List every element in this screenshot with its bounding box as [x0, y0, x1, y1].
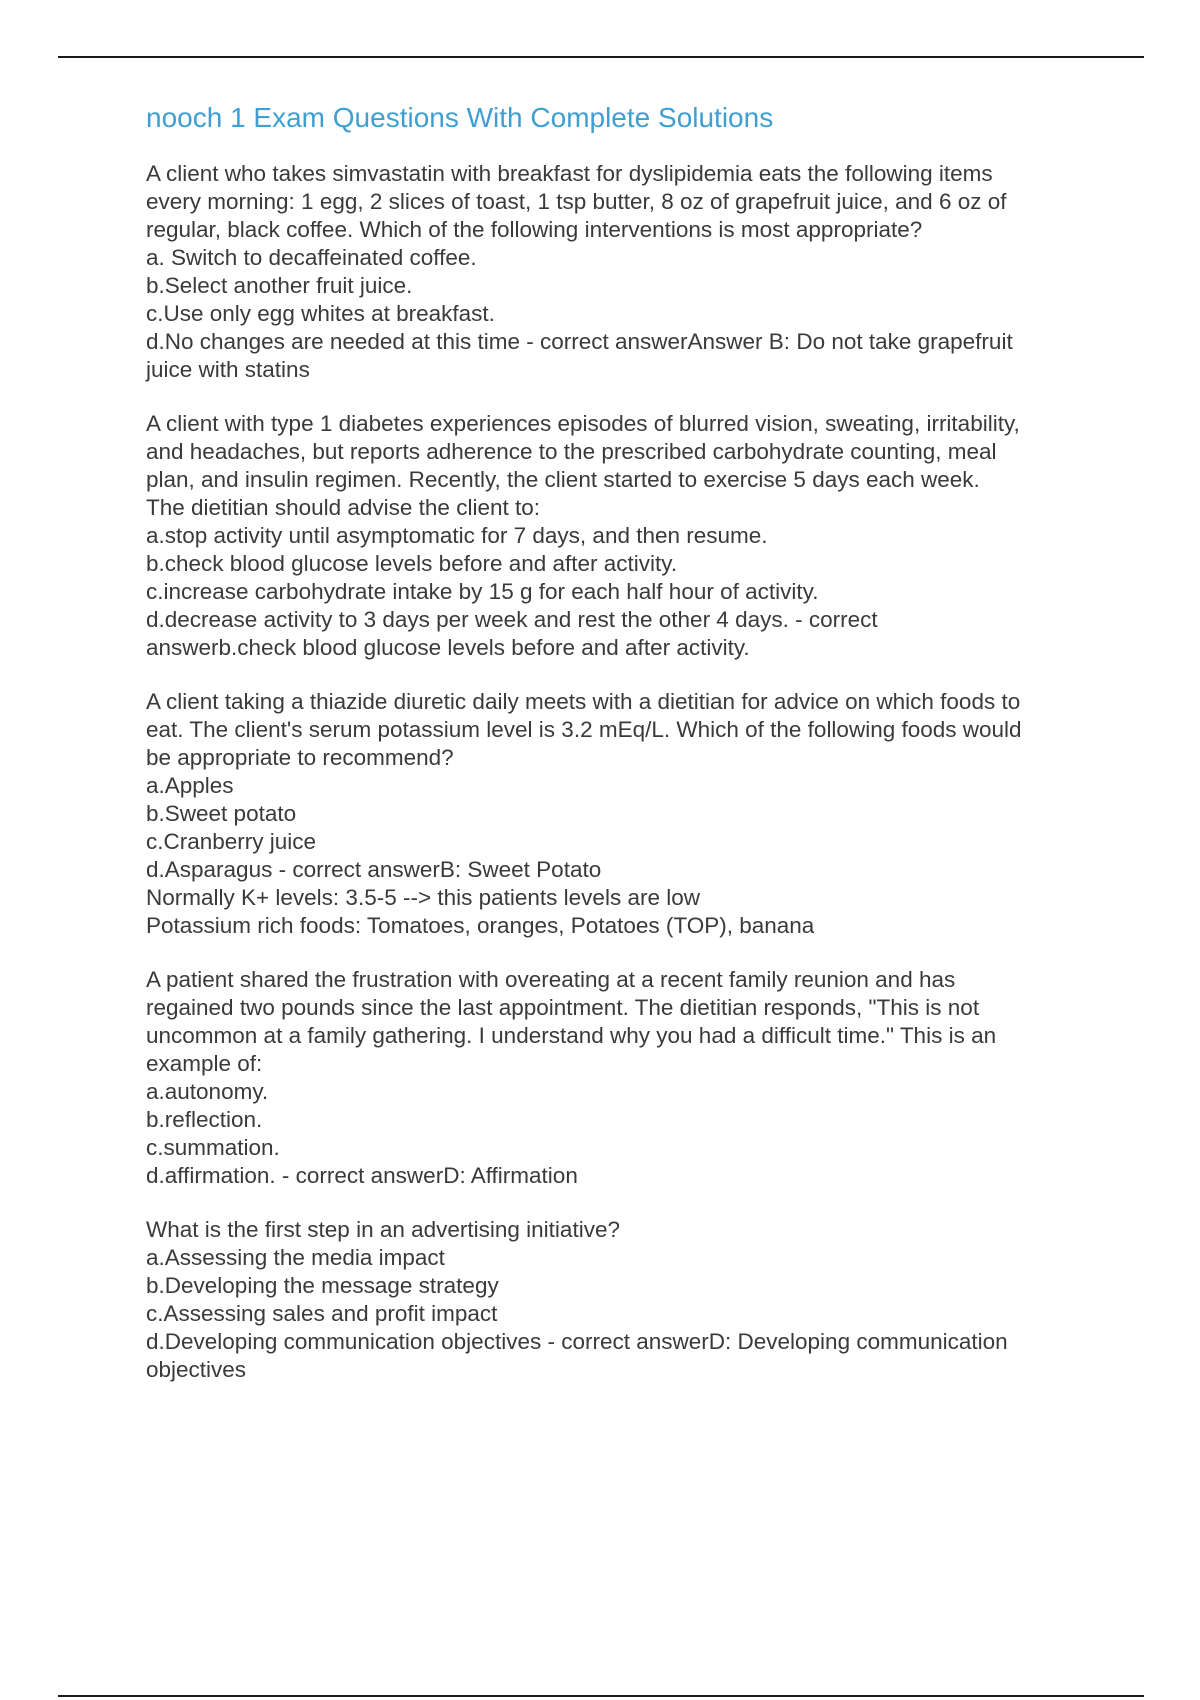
question-line: a.Assessing the media impact [146, 1245, 445, 1270]
question-line: Potassium rich foods: Tomatoes, oranges, Potatoes (TOP), banana [146, 913, 815, 938]
question-line: Normally K+ levels: 3.5-5 --> this patients levels are low [146, 885, 700, 910]
question-line: objectives [146, 1357, 247, 1382]
question-line: and headaches, but reports adherence to the prescribed carbohydrate counting, meal [146, 439, 997, 464]
question-line: be appropriate to recommend? [146, 745, 454, 770]
bottom-rule [58, 1695, 1144, 1697]
question-line: a. Switch to decaffeinated coffee. [146, 245, 477, 270]
question-line: answerb.check blood glucose levels before and after activity. [146, 635, 750, 660]
question-line: c.Assessing sales and profit impact [146, 1301, 498, 1326]
document-title: nooch 1 Exam Questions With Complete Solutions [146, 102, 774, 133]
question-line: c.Cranberry juice [146, 829, 317, 854]
question-line: a.Apples [146, 773, 234, 798]
question-line: juice with statins [146, 357, 310, 382]
question-list [146, 160, 1106, 1384]
top-rule [58, 56, 1144, 58]
question-line: regular, black coffee. Which of the following interventions is most appropriate? [146, 217, 923, 242]
question-line: b.reflection. [146, 1107, 263, 1132]
question-line: a.stop activity until asymptomatic for 7 days, and then resume. [146, 523, 768, 548]
question-line: regained two pounds since the last appointment. The dietitian responds, "This is not [146, 995, 980, 1020]
question-line: c.increase carbohydrate intake by 15 g for each half hour of activity. [146, 579, 819, 604]
document-body [146, 98, 1106, 1410]
question-line: d.decrease activity to 3 days per week and rest the other 4 days. - correct [146, 607, 878, 632]
question-line: uncommon at a family gathering. I understand why you had a difficult time." This is an [146, 1023, 997, 1048]
question-block [146, 160, 1106, 384]
question-block [146, 410, 1106, 662]
question-line: d.affirmation. - correct answerD: Affirmation [146, 1163, 578, 1188]
question-line: What is the first step in an advertising initiative? [146, 1217, 620, 1242]
question-line: b.Select another fruit juice. [146, 273, 413, 298]
question-line: example of: [146, 1051, 263, 1076]
question-line: b.check blood glucose levels before and after activity. [146, 551, 678, 576]
question-line: c.summation. [146, 1135, 280, 1160]
question-line: plan, and insulin regimen. Recently, the client started to exercise 5 days each week. [146, 467, 980, 492]
question-line: A client who takes simvastatin with breakfast for dyslipidemia eats the following items [146, 161, 993, 186]
question-line: A patient shared the frustration with overeating at a recent family reunion and has [146, 967, 956, 992]
question-line: b.Developing the message strategy [146, 1273, 499, 1298]
question-line: A client taking a thiazide diuretic daily meets with a dietitian for advice on which foods to [146, 689, 1021, 714]
question-block [146, 1216, 1106, 1384]
question-line: The dietitian should advise the client to: [146, 495, 540, 520]
question-line: c.Use only egg whites at breakfast. [146, 301, 495, 326]
question-line: a.autonomy. [146, 1079, 269, 1104]
question-line: eat. The client's serum potassium level is 3.2 mEq/L. Which of the following foods would [146, 717, 1022, 742]
question-line: A client with type 1 diabetes experiences episodes of blurred vision, sweating, irritability, [146, 411, 1020, 436]
question-line: d.Asparagus - correct answerB: Sweet Potato [146, 857, 602, 882]
question-line: b.Sweet potato [146, 801, 297, 826]
question-line: d.No changes are needed at this time - correct answerAnswer B: Do not take grapefruit [146, 329, 1013, 354]
question-block [146, 688, 1106, 940]
question-block [146, 966, 1106, 1190]
question-line: d.Developing communication objectives - correct answerD: Developing communication [146, 1329, 1008, 1354]
question-line: every morning: 1 egg, 2 slices of toast, 1 tsp butter, 8 oz of grapefruit juice, and 6 oz of [146, 189, 1007, 214]
